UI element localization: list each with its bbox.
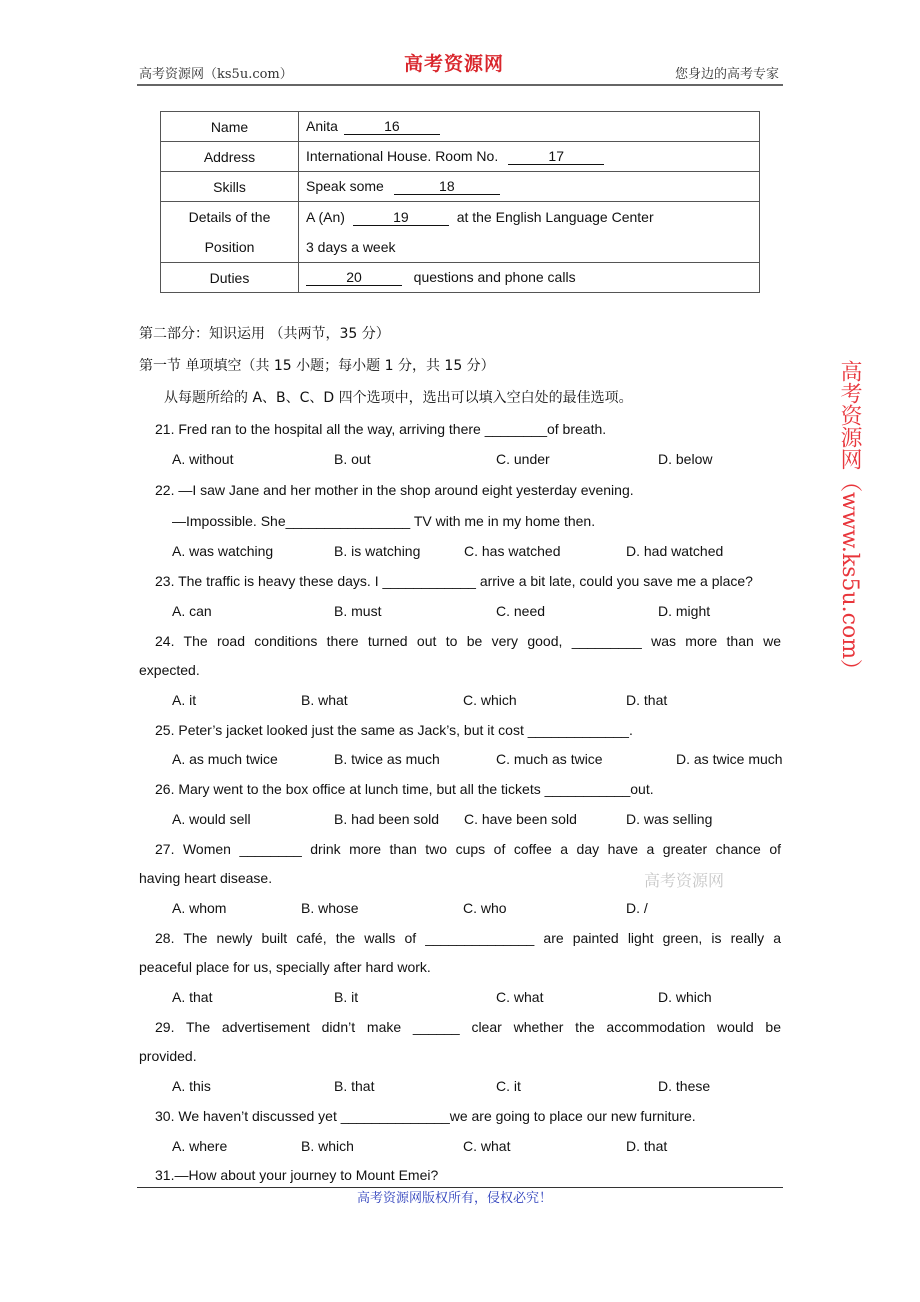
row-label: Name	[161, 112, 299, 142]
row-value	[299, 263, 760, 293]
blank-number: 19	[353, 209, 449, 226]
question-stem: 24. The road conditions there turned out to be very good, _________ was more than we	[155, 633, 781, 649]
question-stem: 29. The advertisement didn’t make ______ clear whether the accommodation would be	[155, 1019, 781, 1035]
blank-number: 20	[306, 269, 402, 286]
answer-option[interactable]: C. it	[496, 1078, 521, 1094]
watermark: 高考资源网（www.ks5u.com）	[837, 360, 862, 682]
answer-option[interactable]: A. it	[172, 692, 197, 708]
question-stem: 22. —I saw Jane and her mother in the shop around eight yesterday evening.	[155, 482, 634, 498]
answer-option[interactable]: A. would sell	[172, 811, 251, 827]
answer-option[interactable]: A. was watching	[172, 543, 274, 559]
row-value	[299, 142, 760, 172]
answer-option[interactable]: A. can	[172, 603, 212, 619]
blank-number: 16	[344, 118, 440, 135]
footer-rule	[137, 1187, 783, 1188]
answer-option[interactable]: D. below	[658, 451, 713, 467]
answer-option[interactable]: B. had been sold	[334, 811, 440, 827]
question-stem-continuation: peaceful place for us, specially after hard work.	[139, 959, 431, 975]
answer-option[interactable]: B. out	[334, 451, 371, 467]
instructions: 从每题所给的 A、B、C、D 四个选项中，选出可以填入空白处的最佳选项。	[164, 390, 633, 406]
answer-option[interactable]: D. might	[658, 603, 711, 619]
answer-option[interactable]: C. what	[463, 1138, 511, 1154]
answer-option[interactable]: B. must	[334, 603, 382, 619]
answer-option[interactable]: A. that	[172, 989, 213, 1005]
question-stem-line2: —Impossible. She________________ TV with me in my home then.	[172, 513, 596, 529]
answer-option[interactable]: C. which	[463, 692, 517, 708]
answer-option[interactable]: D. that	[626, 692, 668, 708]
answer-option[interactable]: B. that	[334, 1078, 375, 1094]
answer-option[interactable]: A. without	[172, 451, 234, 467]
answer-option[interactable]: B. what	[301, 692, 348, 708]
answer-option[interactable]: D. as twice much	[676, 751, 783, 767]
answer-option[interactable]: A. this	[172, 1078, 211, 1094]
answer-option[interactable]: C. much as twice	[496, 751, 603, 767]
info-table	[160, 111, 760, 293]
question-stem: 28. The newly built café, the walls of ______________ are painted light green, is really a	[155, 930, 781, 946]
table-row	[161, 172, 760, 202]
answer-option[interactable]: D. that	[626, 1138, 668, 1154]
answer-option[interactable]: C. need	[496, 603, 546, 619]
question-stem: 23. The traffic is heavy these days. I ____________ arrive a bit late, could you save me a place?	[155, 573, 753, 589]
site-logo: 高考资源网	[404, 53, 505, 75]
part-heading: 第二部分：知识运用 （共两节，35 分）	[139, 326, 390, 342]
value-text: International House. Room No.	[306, 148, 499, 164]
answer-option[interactable]: A. as much twice	[172, 751, 278, 767]
question-stem-continuation: having heart disease.	[139, 870, 273, 886]
value-text: A (An)	[306, 209, 345, 225]
row-value	[299, 202, 760, 263]
table-row	[161, 112, 760, 142]
header-rule	[137, 84, 783, 86]
answer-option[interactable]: D. had watched	[626, 543, 724, 559]
answer-option[interactable]: D. was selling	[626, 811, 713, 827]
answer-option[interactable]: A. where	[172, 1138, 228, 1154]
value-text: Speak some	[306, 178, 384, 194]
question-stem-continuation: provided.	[139, 1048, 197, 1064]
watermark-small: 高考资源网	[644, 871, 725, 890]
row-value	[299, 172, 760, 202]
label-line: Position	[204, 239, 255, 255]
answer-option[interactable]: C. has watched	[464, 543, 561, 559]
answer-option[interactable]: B. twice as much	[334, 751, 440, 767]
header-left: 高考资源网（ks5u.com）	[139, 67, 293, 82]
label-line: Details of the	[188, 209, 271, 225]
answer-option[interactable]: B. which	[301, 1138, 354, 1154]
answer-option[interactable]: B. is watching	[334, 543, 421, 559]
question-stem-continuation: expected.	[139, 662, 200, 678]
value-text: questions and phone calls	[413, 269, 576, 285]
table-row	[161, 142, 760, 172]
question-stem: 30. We haven’t discussed yet ______________we are going to place our new furniture.	[155, 1108, 696, 1124]
question-stem: 21. Fred ran to the hospital all the way, arriving there ________of breath.	[155, 421, 607, 437]
answer-option[interactable]: C. what	[496, 989, 544, 1005]
question-stem: 25. Peter’s jacket looked just the same as Jack’s, but it cost _____________.	[155, 722, 633, 738]
section-heading: 第一节 单项填空（共 15 小题；每小题 1 分，共 15 分）	[139, 358, 495, 374]
table-row	[161, 202, 760, 263]
answer-option[interactable]: B. whose	[301, 900, 359, 916]
row-label: Skills	[161, 172, 299, 202]
value-text: at the English Language Center	[456, 209, 654, 225]
question-stem: 27. Women ________ drink more than two cups of coffee a day have a greater chance of	[155, 841, 781, 857]
value-text: 3 days a week	[306, 239, 396, 255]
answer-option[interactable]: D. /	[626, 900, 648, 916]
value-text: Anita	[306, 118, 338, 134]
row-label: Address	[161, 142, 299, 172]
table-row	[161, 263, 760, 293]
answer-option[interactable]: A. whom	[172, 900, 227, 916]
blank-number: 17	[508, 148, 604, 165]
answer-option[interactable]: C. who	[463, 900, 507, 916]
blank-number: 18	[394, 178, 500, 195]
question-stem: 26. Mary went to the box office at lunch time, but all the tickets ___________out.	[155, 781, 654, 797]
question-stem: 31.—How about your journey to Mount Emei?	[155, 1167, 439, 1183]
answer-option[interactable]: C. under	[496, 451, 550, 467]
answer-option[interactable]: C. have been sold	[464, 811, 577, 827]
answer-option[interactable]: D. which	[658, 989, 712, 1005]
answer-option[interactable]: B. it	[334, 989, 359, 1005]
answer-option[interactable]: D. these	[658, 1078, 711, 1094]
row-label: Duties	[161, 263, 299, 293]
header-right: 您身边的高考专家	[675, 67, 780, 82]
row-label	[161, 202, 299, 263]
footer-text: 高考资源网版权所有，侵权必究！	[357, 1191, 553, 1206]
row-value	[299, 112, 760, 142]
